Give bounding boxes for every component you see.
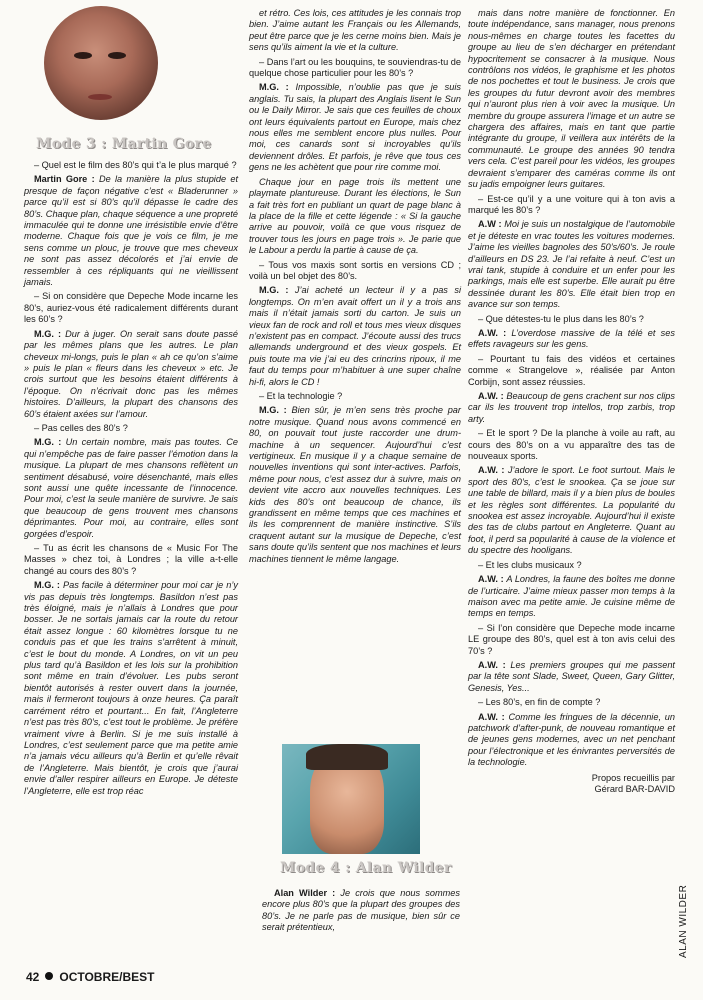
paragraph-answer	[24, 580, 238, 797]
paragraph-question: – Quel est le film des 80’s qui t’a le plus marqué ?	[34, 160, 237, 170]
answer-text: Comme les fringues de la décennie, un patchwork d’after-punk, de nouveau romantique et de jeunes gens modernes, avec un net penchant pour l’électronique et les énivrantes perversités de la technologie.	[468, 711, 675, 768]
paragraph-question: – Est-ce qu’il y a une voiture qui à ton avis a marqué les 80’s ?	[468, 193, 675, 215]
speaker-label: A.W. :	[478, 711, 505, 722]
magazine-issue: OCTOBRE/BEST	[59, 970, 155, 984]
paragraph-answer	[468, 574, 675, 620]
paragraph-answer-continued	[468, 8, 675, 191]
heading-alan-wilder: Mode 4 : Alan Wilder	[280, 860, 452, 876]
answer-text: J’ai acheté un lecteur il y a pas si longtemps. On m’en avait offert un il y a trois ans mais il n’était jamais sorti du carton. Je suis un vieux fan de rock and roll et tous mes vieux disques n’existent pas en compact. J’écoute aussi des trucs allemands underground et des vieux gospels. Et puis toute ma vie j’ai eu des crincrins ripoux, il me faut du temps pour m’habituer à une super chaîne hi-fi, alors le CD !	[249, 285, 461, 387]
paragraph-question: – Tous vos maxis sont sortis en versions CD ; voilà un bel objet des 80’s.	[249, 259, 461, 281]
column-3	[468, 8, 675, 795]
paragraph-answer	[249, 82, 461, 173]
photo-hair	[306, 744, 388, 770]
speaker-label: A.W. :	[478, 659, 506, 670]
paragraph-question: – Si on considère que Depeche Mode incarne les 80’s, auriez-vous été radicalement différents durant les 60’s ?	[24, 291, 238, 325]
page-number: 42	[26, 970, 40, 984]
paragraph-answer	[24, 437, 238, 540]
speaker-label: A.W :	[478, 219, 502, 230]
paragraph-answer	[468, 712, 675, 769]
speaker-label: M.G. :	[259, 285, 289, 296]
paragraph-question: – Les 80’s, en fin de compte ?	[478, 697, 601, 708]
speaker-label: A.W. :	[478, 391, 504, 401]
column-2	[249, 8, 461, 568]
speaker-label: A.W. :	[478, 574, 504, 585]
paragraph-answer	[249, 285, 461, 388]
answer-text: Moi je suis un nostalgique de l’automobile et je déteste en vrac toutes les voitures modernes. J’aime les vieilles bagnoles des 50’s/60’s. Je roule d’ailleurs en DS 23. Je l’ai refaite à neuf. C’est un vrai tank, stupide à conduire et un enfer pour les parkings, mais elle est superbe. Elle aurait pu être dessinée durant les 80’s. Elle était bien trop en avance sur son temps.	[468, 219, 675, 310]
paragraph-answer	[468, 660, 675, 694]
paragraph-question: – Pourtant tu fais des vidéos et certaines comme « Strangelove », réalisée par Anton Corbijn, sont assez réussies.	[468, 353, 675, 387]
speaker-label: M.G. :	[34, 328, 62, 339]
paragraph-question: – Et la technologie ?	[259, 391, 343, 401]
answer-text: et rétro. Ces lois, ces attitudes je les connais trop bien. J’aime autant les Français ou les Allemands, peut être parce que je les cerne moins bien. Mais je sens qu’ils aiment la vie et la culture.	[249, 8, 461, 53]
signoff-line-2: Gérard BAR-DAVID	[594, 784, 675, 794]
paragraph-answer	[468, 465, 675, 556]
answer-text: Bien sûr, je m’en sens très proche par notre musique. Quand nous avons commencé en 80, on pouvait tout juste raccorder une drum-machine à un sequencer. Aujourd’hui c’est vertigineux. En musique il y a chaque semaine de nouvelles inventions qui sont inter-actives. Parfois, même pour nous, c’est assez dur à suivre, mais on devient vite accro aux nouvelles techniques. Les kids des 80’s ont beaucoup de chance, ils grandissent en même temps que ces machines et ils les comprennent de manière instinctive. S’ils craquent autant sur la musique de Depeche, c’est sans doute qu’ils sentent que nos machines et leurs machines tiennent le même langage.	[249, 405, 461, 564]
answer-text: J’adore le sport. Le foot surtout. Mais le sport des 80’s, c’est le snookea. Ça se joue sur une table de billard, mais il y a bien plus de boules et les règles sont différentes. La popularité du snookea est assez incroyable. Aujourd’hui il existe des tas de clubs partout en Angleterre. Quant au foot, il perd sa popularité à cause de la violence et du spectre des hooligans.	[468, 465, 675, 556]
answer-text: Dur à juger. On serait sans doute passé par les mêmes plans que les autres. Le plan cheveux mi-longs, puis le plan « ah ce qu’on s’aime » puis le plan « fleurs dans les cheveux » etc. Je crois surtout que les besoins étaient différents à l’époque. On n’écrivait donc pas les mêmes histoires. D’ailleurs, la plupart des chansons des 60’s étaient axées sur l’amour.	[24, 328, 238, 419]
paragraph-answer	[24, 329, 238, 420]
paragraph-question: – Tu as écrit les chansons de « Music For The Masses » chez toi, à Londres ; la ville a-t-elle changé au cours des 80’s ?	[24, 543, 238, 576]
answer-text: De la manière la plus stupide et presque de façon négative c’est « Bladerunner » parce qu’il est si 80’s qu’il dépasse le cadre des 80’s. Chaque plan, chaque séquence a une propreté immaculée qui te donne une irrésistible envie d’être moderne. Chaque fois que je vois ce film, je me sens comme un plouc, je trouve que mes cheveux ne sont pas assez décolorés et j’ai envie de ressembler à ces répliquants qui ne vieillissent jamais.	[24, 174, 239, 288]
answer-text: Chaque jour en page trois ils mettent une playmate plantureuse. Durant les élections, le Sun a fait très fort en publiant un quart de page blanc à la place de la fille et cette légende : « Si la gauche arrive au pouvoir, voilà ce que vous risquez de trouver tous les jours en page trois ». Je parie que le Labour a perdu la partie à cause de ça.	[249, 176, 461, 256]
paragraph-question: – Pas celles des 80’s ?	[34, 422, 128, 433]
speaker-label: Alan Wilder :	[274, 888, 336, 898]
alan-wilder-intro	[262, 888, 460, 934]
speaker-label: M.G. :	[259, 82, 289, 93]
speaker-label: A.W. :	[478, 465, 505, 476]
photo-lips	[88, 94, 112, 100]
page-footer	[26, 970, 154, 984]
bullet-icon	[45, 972, 53, 980]
paragraph-answer	[468, 391, 675, 425]
answer-text: Un certain nombre, mais pas toutes. Ce qui n’empêche pas de faire passer l’émotion dans la musique. La plupart de mes chansons reflètent un sentiment désabusé, voire désenchanté, mais elles sont aussi une quête incessante de l’innocence. Pour moi, c’est la seule manière de survivre. Je sais que beaucoup de gens trouvent mes chansons déprimantes. Pour moi, au contraire, elles sont gorgées d’espoir.	[24, 437, 238, 539]
answer-text: Impossible, n’oublie pas que je suis anglais. Tu sais, la plupart des Anglais lisent le Sun ou le Daily Mirror. Je sais que ces feuilles de choux ont leurs équivalents partout en Europe, mais chez nous elles me semblent encore plus nulles. Pour moi, ces canards sont si incroyables qu’ils deviennent drôles. Et parfois, je rêve que tous ces gens ne les achètent que pour rire comme moi.	[249, 82, 461, 173]
answer-text: Je crois que nous sommes encore plus 80’s que la plupart des groupes des 80’s. Je ne parle pas de musique, bien sûr ce serait prétentieux,	[262, 888, 460, 933]
alan-wilder-photo	[282, 744, 420, 854]
speaker-label: M.G. :	[34, 580, 60, 591]
paragraph-answer	[468, 328, 675, 351]
signoff-line-1: Propos recueillis par	[591, 772, 675, 783]
answer-text: Les premiers groupes qui me passent par la tête sont Slade, Sweet, Queen, Gary Glitter, Genesis, Yes...	[468, 659, 675, 693]
martin-gore-photo	[44, 6, 158, 120]
paragraph-question: – Dans l’art ou les bouquins, te souviendras-tu de quelque chose particulier pour les 80’s ?	[249, 56, 461, 79]
speaker-label: Martin Gore :	[34, 174, 95, 185]
speaker-label: M.G. :	[34, 437, 62, 448]
speaker-label: M.G. :	[259, 405, 287, 416]
speaker-label: A.W. :	[478, 327, 507, 338]
paragraph-question: – Si l’on considère que Depeche mode incarne LE groupe des 80’s, quel est à ton avis celui des 70’s ?	[468, 622, 675, 656]
column-1	[24, 160, 238, 800]
paragraph-answer	[249, 405, 461, 565]
photo-eye-left	[74, 52, 92, 59]
photo-eye-right	[108, 52, 126, 59]
paragraph-answer-continued	[249, 177, 461, 257]
answer-text: mais dans notre manière de fonctionner. En toute indépendance, sans manager, nous prenons nous-mêmes en charge toutes les facettes du groupe au lieu de s’en décharger en prétendant hypocritement se consacrer à la musique. Nous contrôlons nos vidéos, le graphisme et les photos de nos pochettes et tout le business. Je crois que les groupes du futur devront avoir des membres qui n’auront plus rien à voir avec la musique. Un membre du groupe assurera l’image et un autre se chargera des affaires, mais en tant que partie intégrante du groupe, il veillera aux intérêts de la communauté. Le groupe des années 90 tendra vers cela. C’est pareil pour les vidéos, les groupes devraient s’emparer des caméras comme ils ont su jadis empoigner leurs guitares.	[468, 8, 675, 190]
paragraph-question: – Et le sport ? De la planche à voile au raft, au cours des 80’s on a vu apparaître des tas de nouveaux sports.	[468, 428, 675, 462]
answer-text: Pas facile à déterminer pour moi car je n’y vis pas depuis très longtemps. Basildon n’est pas très éloigné, mais je n’allais à Londres que pour bosser. Je ne sortais jamais car la route du retour était assez longue : 60 kilomètres lorsque tu ne conduis pas et que les trains s’arrêtent à minuit, c’est le bout du monde. A Londres, on vit un peu plus tard qu’à Basildon et les lois sur la prohibition sont même en train d’évoluer. Les pubs seront bientôt autorisés à rester ouvert dans la journée, mais il fermeront toujours à onze heures. Ça paraît carrément rétro et pourtant... En fait, l’Angleterre n’est pas très 80’s, c’est tout le problème. Je préfère vraiment vivre à Berlin. Si je me suis installé à Londres, c’est seulement parce que ma petite amie n’a jamais vécu ailleurs qu’à Berlin et qu’elle rêvait de l’Angleterre. Mais bientôt, je crois que j’aurai envie d’aller respirer ailleurs en Europe. Je déteste l’Angleterre, elle est trop réac	[24, 580, 238, 796]
answer-text: Beaucoup de gens crachent sur nos clips car ils les trouvent trop intellos, trop zarbis, trop arty.	[468, 391, 675, 424]
answer-text: A Londres, la faune des boîtes me donne de l’urticaire. J’aime mieux passer mon temps à la maison avec ma petite amie. Je cuisine même de temps en temps.	[468, 574, 675, 619]
signoff	[468, 773, 675, 796]
heading-martin-gore: Mode 3 : Martin Gore	[36, 136, 212, 152]
paragraph-question: – Que détestes-tu le plus dans les 80’s ?	[478, 313, 644, 324]
paragraph-answer-continued	[249, 8, 461, 54]
photo-credit: ALAN WILDER	[678, 884, 689, 958]
paragraph-answer	[262, 888, 460, 934]
paragraph-answer	[24, 174, 238, 288]
paragraph-answer	[468, 219, 675, 310]
paragraph-question: – Et les clubs musicaux ?	[478, 559, 582, 570]
answer-text: L’overdose massive de la télé et ses effets ravageurs sur les gens.	[468, 327, 675, 350]
